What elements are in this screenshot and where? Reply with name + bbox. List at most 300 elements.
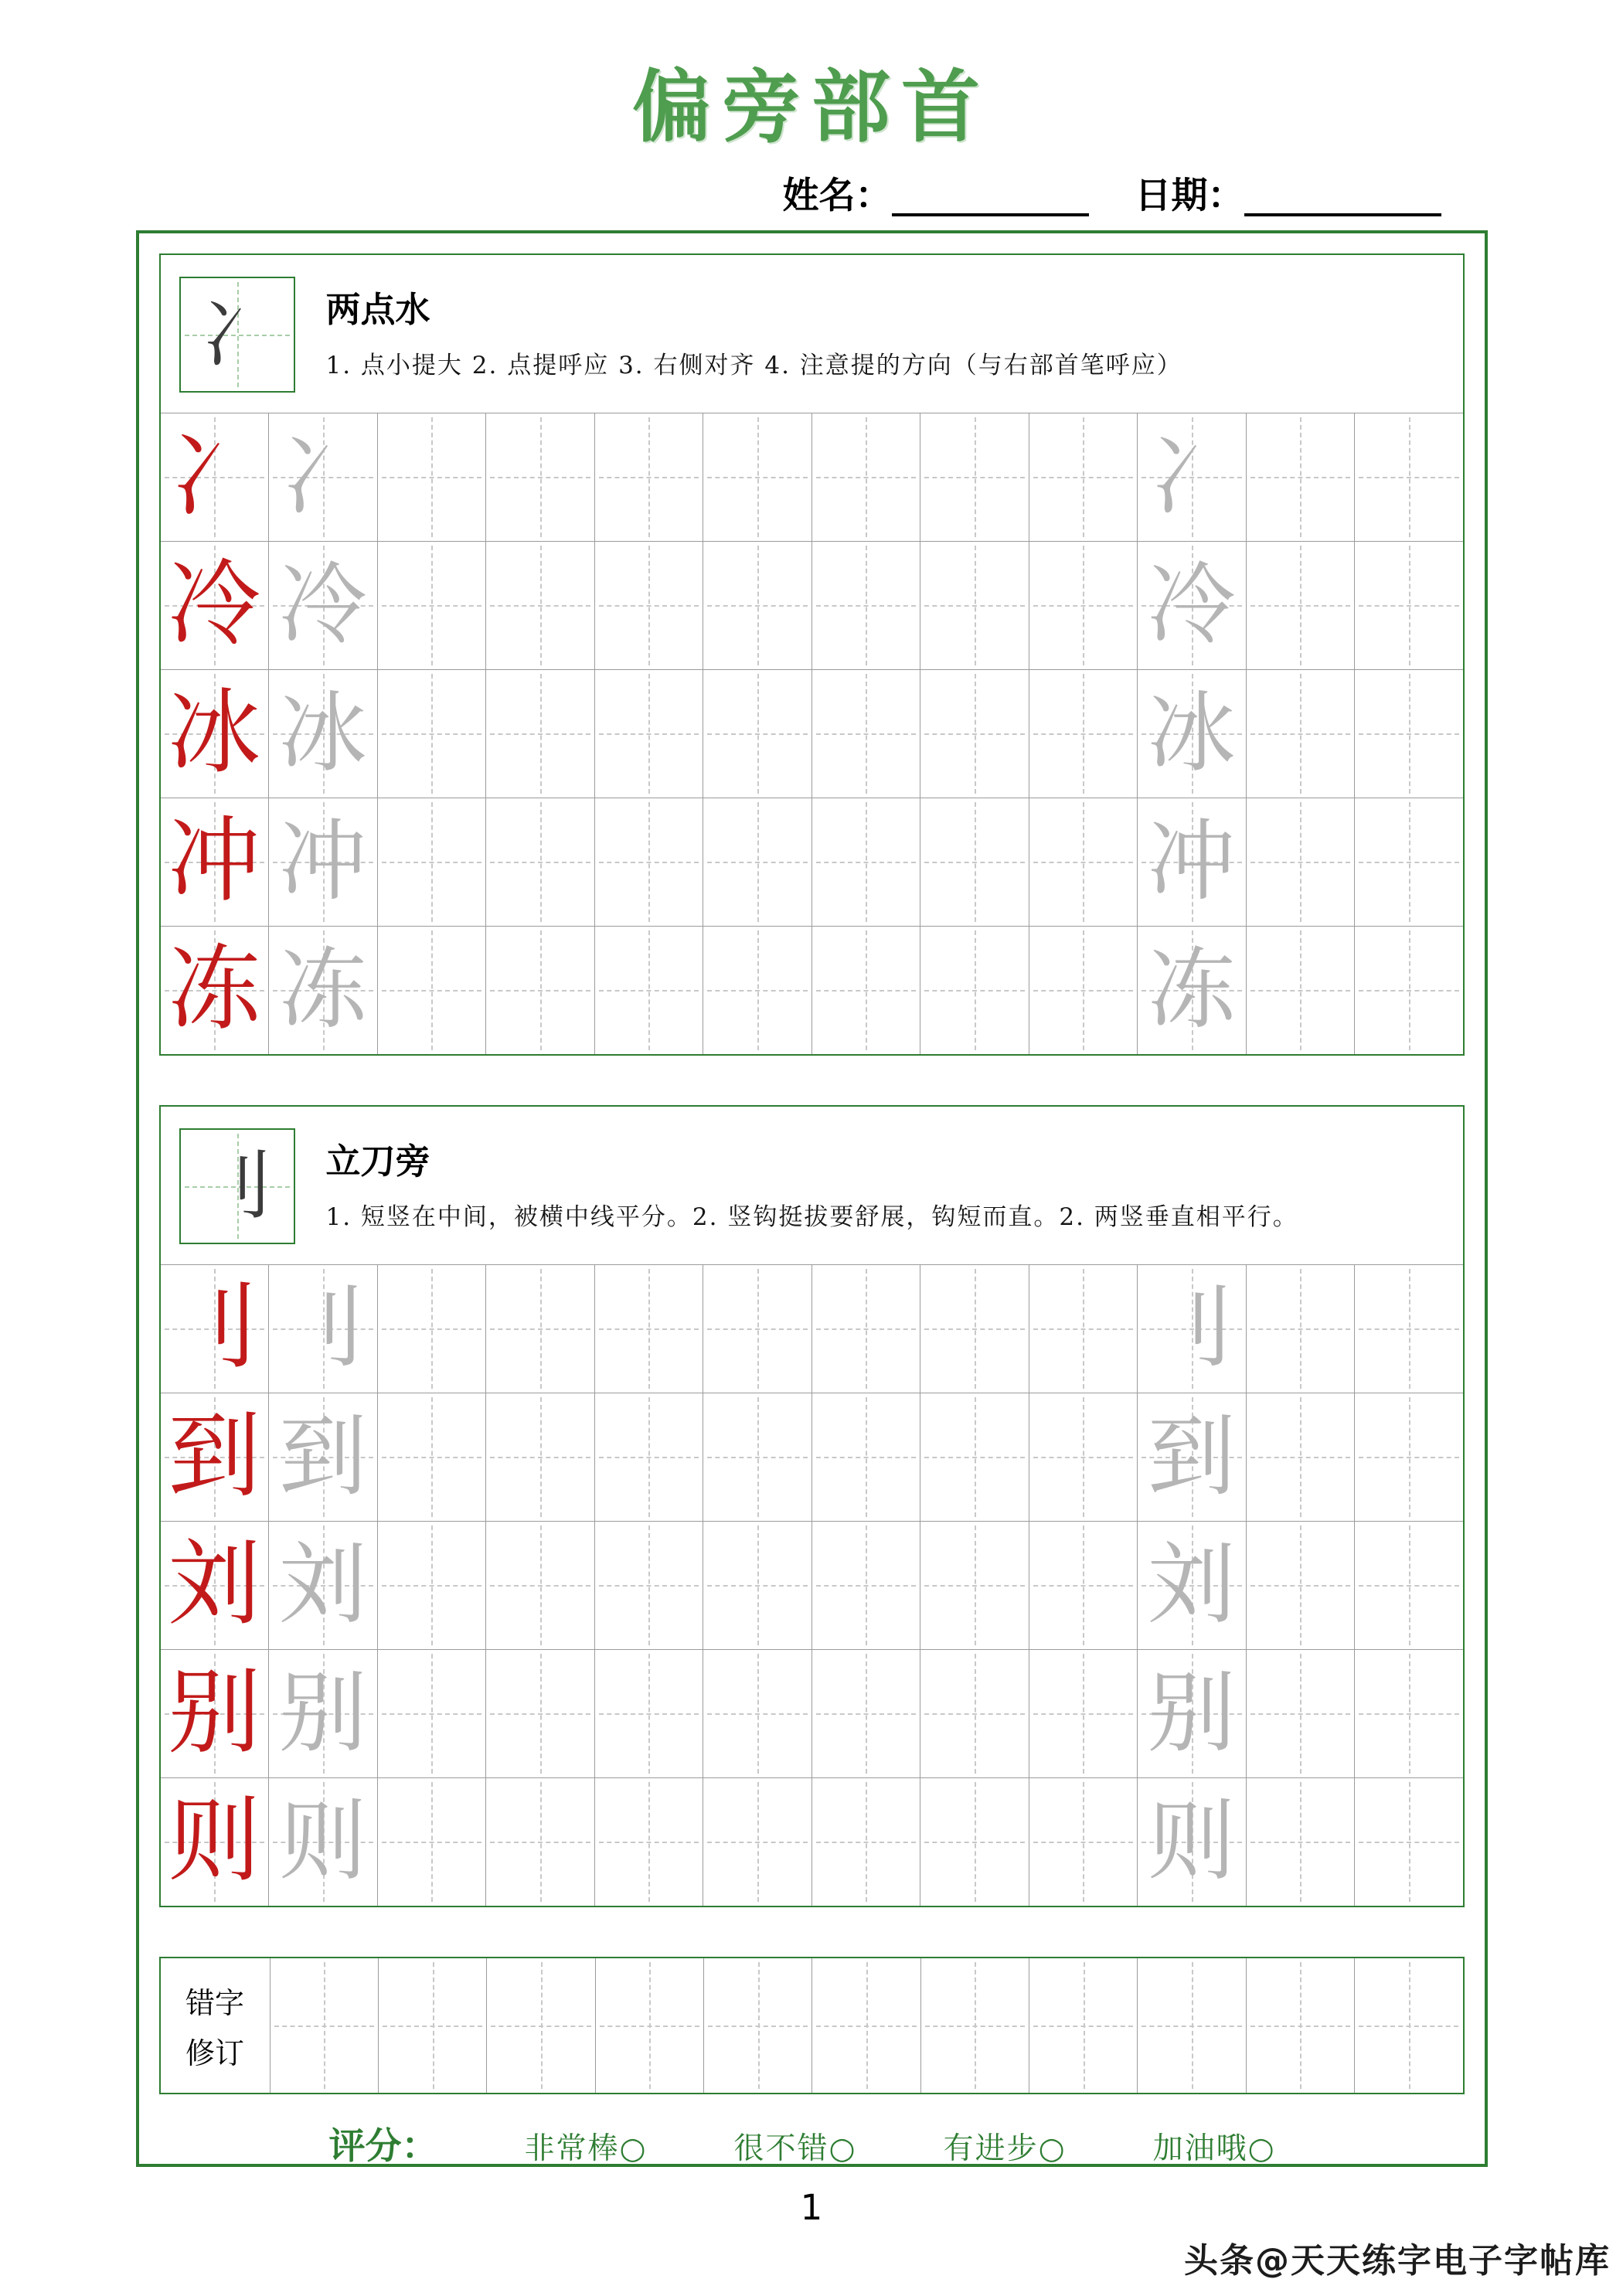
correction-section <box>159 1957 1465 2094</box>
practice-cell <box>594 1778 703 1906</box>
example-char: 则 <box>168 1787 261 1896</box>
cell-center-vline <box>648 1654 650 1774</box>
practice-cell <box>1029 798 1138 926</box>
example-char: 冰 <box>168 679 261 787</box>
cell-center-vline <box>433 1962 434 2089</box>
practice-cell <box>377 413 486 541</box>
practice-cell <box>377 1650 486 1777</box>
practice-cell <box>920 798 1029 926</box>
example-char: 冲 <box>168 808 261 916</box>
cell-center-vline <box>975 546 976 665</box>
practice-row <box>161 798 1463 926</box>
practice-cell <box>1246 1650 1355 1777</box>
practice-cell <box>1354 1958 1462 2093</box>
cell-center-vline <box>540 1654 542 1774</box>
practice-cell <box>812 670 920 798</box>
practice-cell <box>161 1522 269 1649</box>
cell-center-vline <box>431 674 433 794</box>
date-field <box>1135 176 1441 216</box>
practice-row <box>161 541 1463 669</box>
practice-cell <box>1137 1393 1246 1521</box>
cell-center-vline <box>1300 1654 1301 1774</box>
cell-center-vline <box>1409 1962 1410 2089</box>
cell-center-vline <box>431 1654 433 1774</box>
cell-center-vline <box>1083 1269 1084 1389</box>
practice-cell <box>812 927 920 1054</box>
correction-label <box>161 1958 270 2093</box>
example-char: 到 <box>168 1403 261 1511</box>
score-option-excellent: 非常棒○ <box>524 2131 648 2166</box>
date-label: 日期： <box>1135 175 1244 217</box>
cell-center-vline <box>1300 417 1301 537</box>
practice-cell <box>268 1393 377 1521</box>
trace-char: 冷 <box>278 553 367 657</box>
trace-char: 冰 <box>278 682 367 785</box>
practice-cell <box>594 1650 703 1777</box>
cell-center-vline <box>975 674 976 794</box>
cell-center-vline <box>975 1782 976 1902</box>
practice-cell <box>1029 670 1138 798</box>
cell-center-vline <box>1083 417 1084 537</box>
practice-cell <box>1137 1522 1246 1649</box>
practice-row <box>161 1393 1463 1521</box>
practice-cell <box>1354 927 1463 1054</box>
practice-cell <box>1354 1650 1463 1777</box>
trace-char: 刘 <box>278 1533 367 1637</box>
section-header-text <box>326 277 1182 380</box>
practice-cell <box>268 670 377 798</box>
cell-center-vline <box>866 417 867 537</box>
practice-cell <box>703 1265 812 1393</box>
practice-row <box>161 1521 1463 1649</box>
practice-cell <box>812 542 920 669</box>
practice-cell <box>268 413 377 541</box>
practice-cell <box>1246 413 1355 541</box>
practice-cell <box>920 542 1029 669</box>
example-char: 冻 <box>168 936 261 1044</box>
practice-cell <box>703 542 812 669</box>
practice-cell <box>485 1393 594 1521</box>
practice-cell <box>1137 1778 1246 1906</box>
practice-cell <box>268 1522 377 1649</box>
cell-center-vline <box>1300 1397 1301 1517</box>
cell-center-vline <box>324 1962 325 2089</box>
cell-center-vline <box>1300 1269 1301 1389</box>
practice-cell <box>377 542 486 669</box>
practice-cell <box>703 413 812 541</box>
practice-cell <box>1137 1958 1245 2093</box>
example-char: 刂 <box>168 1274 261 1383</box>
date-blank-line <box>1244 178 1441 216</box>
cell-center-vline <box>1083 1654 1084 1774</box>
cell-center-vline <box>1409 1782 1410 1902</box>
trace-char: 冲 <box>1147 810 1236 913</box>
score-option-keep-going: 加油哦○ <box>1152 2131 1276 2166</box>
trace-char: 别 <box>1147 1662 1236 1765</box>
cell-center-vline <box>1409 1526 1410 1645</box>
cell-center-vline <box>648 417 650 537</box>
practice-cell <box>1029 1958 1137 2093</box>
cell-center-vline <box>1409 1269 1410 1389</box>
cell-center-vline <box>757 802 759 922</box>
cell-center-vline <box>431 1782 433 1902</box>
cell-center-vline <box>541 1962 543 2089</box>
section-tips: 1. 点小提大 2. 点提呼应 3. 右侧对齐 4. 注意提的方向（与右部首笔呼应） <box>325 351 1182 379</box>
practice-grid <box>161 1264 1463 1906</box>
practice-cell <box>812 1265 920 1393</box>
practice-cell <box>485 542 594 669</box>
section-header <box>161 1107 1463 1264</box>
practice-cell <box>1354 542 1463 669</box>
cell-center-vline <box>431 1397 433 1517</box>
trace-char: 冰 <box>1147 682 1236 785</box>
example-char: 刘 <box>168 1531 261 1639</box>
cell-center-vline <box>758 1962 760 2089</box>
section-header <box>161 255 1463 413</box>
practice-cell <box>161 1393 269 1521</box>
practice-cell <box>1354 1393 1463 1521</box>
cell-center-vline <box>757 417 759 537</box>
practice-cell <box>485 927 594 1054</box>
section-tips: 1. 短竖在中间，被横中线平分。2. 竖钩挺拔要舒展，钩短而直。2. 两竖垂直相平行。 <box>325 1202 1298 1231</box>
cell-center-vline <box>866 674 867 794</box>
practice-row <box>161 669 1463 798</box>
practice-cell <box>920 670 1029 798</box>
cell-center-vline <box>431 802 433 922</box>
practice-section-lidaopang <box>159 1105 1465 1907</box>
cell-center-vline <box>1083 1397 1084 1517</box>
practice-row <box>161 1649 1463 1777</box>
practice-cell <box>703 927 812 1054</box>
practice-cell <box>1354 1778 1463 1906</box>
practice-cell <box>1029 1650 1138 1777</box>
cell-center-vline <box>866 1269 867 1389</box>
cell-center-vline <box>1083 674 1084 794</box>
cell-center-vline <box>540 417 542 537</box>
practice-cell <box>920 1522 1029 1649</box>
cell-center-vline <box>540 546 542 665</box>
section-title: 立刀旁 <box>325 1140 430 1182</box>
cell-center-vline <box>1409 1654 1410 1774</box>
practice-cell <box>920 1393 1029 1521</box>
practice-cell <box>594 798 703 926</box>
cell-center-vline <box>975 1526 976 1645</box>
cell-center-vline <box>1192 1962 1193 2089</box>
cell-center-vline <box>648 546 650 665</box>
correction-label-line2: 修订 <box>185 2036 244 2070</box>
cell-center-vline <box>1083 546 1084 665</box>
cell-center-vline <box>1083 1526 1084 1645</box>
practice-cell <box>161 1778 269 1906</box>
practice-cell <box>377 1522 486 1649</box>
cell-center-vline <box>757 1654 759 1774</box>
cell-center-vline <box>975 1654 976 1774</box>
practice-row <box>161 1264 1463 1393</box>
practice-cell <box>1246 670 1355 798</box>
score-option-good: 很不错○ <box>733 2131 857 2166</box>
correction-label-line1: 错字 <box>185 1985 244 2020</box>
practice-cell <box>377 670 486 798</box>
practice-cell <box>920 1778 1029 1906</box>
cell-center-vline <box>540 1782 542 1902</box>
cell-center-vline <box>1409 546 1410 665</box>
practice-cell <box>268 1650 377 1777</box>
example-char: 别 <box>168 1659 261 1767</box>
practice-row <box>161 926 1463 1054</box>
cell-center-vline <box>648 930 650 1050</box>
practice-cell <box>703 1958 812 2093</box>
cell-center-vline <box>540 930 542 1050</box>
practice-cell <box>1354 798 1463 926</box>
practice-cell <box>1029 413 1138 541</box>
score-option-progress: 有进步○ <box>943 2131 1067 2166</box>
score-label: 评分： <box>328 2124 438 2168</box>
cell-center-vline <box>757 930 759 1050</box>
cell-center-vline <box>648 1397 650 1517</box>
practice-cell <box>1029 1778 1138 1906</box>
cell-center-vline <box>1083 930 1084 1050</box>
radical-char: 冫 <box>199 291 274 378</box>
cell-center-vline <box>431 930 433 1050</box>
trace-char: 刂 <box>278 1277 367 1380</box>
practice-cell <box>1354 1522 1463 1649</box>
practice-cell <box>812 1393 920 1521</box>
cell-center-vline <box>648 1526 650 1645</box>
practice-cell <box>1354 1265 1463 1393</box>
practice-cell <box>1137 927 1246 1054</box>
cell-center-vline <box>1300 1526 1301 1645</box>
cell-center-vline <box>1300 1782 1301 1902</box>
cell-center-vline <box>1083 802 1084 922</box>
practice-cell <box>594 1265 703 1393</box>
radical-char: 刂 <box>199 1142 274 1230</box>
score-row <box>329 2117 1465 2169</box>
practice-cell <box>485 1522 594 1649</box>
practice-cell <box>1029 1265 1138 1393</box>
worksheet-border <box>136 230 1488 2167</box>
practice-cell <box>812 798 920 926</box>
practice-cell <box>1246 798 1355 926</box>
practice-cell <box>920 1265 1029 1393</box>
trace-char: 刘 <box>1147 1533 1236 1637</box>
section-title: 两点水 <box>325 288 430 330</box>
practice-cell <box>594 670 703 798</box>
cell-center-vline <box>540 802 542 922</box>
practice-cell <box>1137 1265 1246 1393</box>
cell-center-vline <box>866 1962 868 2089</box>
practice-cell <box>1137 798 1246 926</box>
practice-cell <box>268 927 377 1054</box>
watermark: 头条@天天练字电子字帖库 <box>1184 2241 1611 2281</box>
trace-char: 到 <box>278 1405 367 1509</box>
cell-center-vline <box>757 674 759 794</box>
practice-cell <box>812 413 920 541</box>
practice-cell <box>485 1650 594 1777</box>
page-title: 偏旁部首 <box>632 62 991 154</box>
cell-center-vline <box>866 1526 867 1645</box>
cell-center-vline <box>975 1269 976 1389</box>
name-date-row <box>136 176 1488 216</box>
practice-cell <box>377 927 486 1054</box>
cell-center-vline <box>975 1962 976 2089</box>
cell-center-vline <box>431 546 433 665</box>
practice-cell <box>920 1958 1029 2093</box>
practice-cell <box>377 1265 486 1393</box>
cell-center-vline <box>1409 802 1410 922</box>
practice-cell <box>161 1265 269 1393</box>
cell-center-vline <box>540 1397 542 1517</box>
practice-cell <box>812 1522 920 1649</box>
cell-center-vline <box>540 1269 542 1389</box>
practice-cell <box>812 1958 920 2093</box>
trace-char: 冻 <box>278 938 367 1042</box>
practice-cell <box>703 670 812 798</box>
cell-center-vline <box>866 1654 867 1774</box>
practice-grid <box>161 413 1463 1054</box>
practice-cell <box>1354 670 1463 798</box>
practice-cell <box>268 798 377 926</box>
section-header-text <box>326 1128 1298 1232</box>
practice-cell <box>1246 1522 1355 1649</box>
practice-cell <box>594 542 703 669</box>
cell-center-vline <box>757 1526 759 1645</box>
practice-cell <box>812 1778 920 1906</box>
cell-center-vline <box>866 930 867 1050</box>
practice-cell <box>703 1393 812 1521</box>
practice-cell <box>161 1650 269 1777</box>
cell-center-vline <box>757 1397 759 1517</box>
practice-cell <box>161 413 269 541</box>
practice-cell <box>485 1265 594 1393</box>
practice-cell <box>703 1778 812 1906</box>
cell-center-vline <box>431 1526 433 1645</box>
practice-cell <box>377 798 486 926</box>
practice-cell <box>270 1958 378 2093</box>
example-char: 冫 <box>168 423 261 531</box>
cell-center-vline <box>757 1269 759 1389</box>
cell-center-vline <box>975 802 976 922</box>
practice-cell <box>1029 927 1138 1054</box>
practice-cell <box>485 670 594 798</box>
practice-cell <box>1354 413 1463 541</box>
cell-center-vline <box>866 546 867 665</box>
cell-center-vline <box>648 802 650 922</box>
cell-center-vline <box>866 1782 867 1902</box>
practice-cell <box>595 1958 703 2093</box>
practice-cell <box>1137 542 1246 669</box>
practice-section-liangdianshui <box>159 253 1465 1056</box>
cell-center-vline <box>649 1962 651 2089</box>
example-char: 冷 <box>168 551 261 659</box>
cell-center-vline <box>1409 930 1410 1050</box>
cell-center-vline <box>1300 802 1301 922</box>
practice-cell <box>1246 1778 1355 1906</box>
practice-row <box>161 1777 1463 1906</box>
cell-center-vline <box>757 1782 759 1902</box>
cell-center-vline <box>757 546 759 665</box>
practice-cell <box>485 798 594 926</box>
practice-cell <box>1246 1958 1354 2093</box>
trace-char: 冫 <box>278 425 367 529</box>
practice-cell <box>1137 1650 1246 1777</box>
radical-box <box>179 277 295 393</box>
practice-cell <box>920 413 1029 541</box>
trace-char: 到 <box>1147 1405 1236 1509</box>
cell-center-vline <box>1409 1397 1410 1517</box>
practice-cell <box>1246 1265 1355 1393</box>
practice-cell <box>161 927 269 1054</box>
name-label: 姓名： <box>782 175 892 217</box>
practice-cell <box>485 1778 594 1906</box>
practice-cell <box>1246 927 1355 1054</box>
cell-center-vline <box>866 802 867 922</box>
practice-cell <box>594 1393 703 1521</box>
page-number: 1 <box>800 2187 823 2228</box>
practice-row <box>161 413 1463 541</box>
cell-center-vline <box>648 674 650 794</box>
cell-center-vline <box>1300 674 1301 794</box>
cell-center-vline <box>975 1397 976 1517</box>
cell-center-vline <box>1300 930 1301 1050</box>
practice-cell <box>920 1650 1029 1777</box>
cell-center-vline <box>975 930 976 1050</box>
cell-center-vline <box>648 1269 650 1389</box>
practice-cell <box>1246 1393 1355 1521</box>
cell-center-vline <box>975 417 976 537</box>
cell-center-vline <box>540 674 542 794</box>
practice-cell <box>377 1778 486 1906</box>
practice-cell <box>268 1265 377 1393</box>
practice-cell <box>1029 1393 1138 1521</box>
practice-cell <box>920 927 1029 1054</box>
practice-cell <box>1029 542 1138 669</box>
trace-char: 别 <box>278 1662 367 1765</box>
practice-cell <box>377 1393 486 1521</box>
practice-cell <box>161 542 269 669</box>
trace-char: 刂 <box>1147 1277 1236 1380</box>
practice-cell <box>703 1522 812 1649</box>
practice-cell <box>485 413 594 541</box>
practice-cell <box>1246 542 1355 669</box>
practice-cell <box>268 1778 377 1906</box>
cell-center-vline <box>648 1782 650 1902</box>
practice-cell <box>268 542 377 669</box>
trace-char: 冷 <box>1147 553 1236 657</box>
trace-char: 则 <box>278 1790 367 1893</box>
cell-center-vline <box>540 1526 542 1645</box>
practice-cell <box>378 1958 486 2093</box>
cell-center-vline <box>431 417 433 537</box>
cell-center-vline <box>1084 1962 1085 2089</box>
name-blank-line <box>892 178 1089 216</box>
cell-center-vline <box>1409 417 1410 537</box>
correction-cells <box>270 1958 1463 2093</box>
cell-center-vline <box>866 1397 867 1517</box>
cell-center-vline <box>1409 674 1410 794</box>
practice-cell <box>594 927 703 1054</box>
trace-char: 冫 <box>1147 425 1236 529</box>
practice-cell <box>594 413 703 541</box>
practice-cell <box>1137 413 1246 541</box>
name-field <box>783 176 1089 216</box>
practice-cell <box>703 798 812 926</box>
trace-char: 则 <box>1147 1790 1236 1893</box>
practice-cell <box>703 1650 812 1777</box>
trace-char: 冻 <box>1147 938 1236 1042</box>
practice-cell <box>812 1650 920 1777</box>
trace-char: 冲 <box>278 810 367 913</box>
cell-center-vline <box>1083 1782 1084 1902</box>
